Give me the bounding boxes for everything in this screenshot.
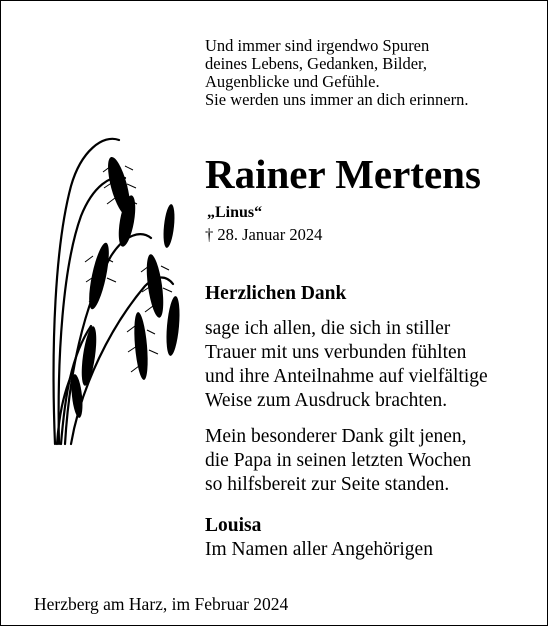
thanks-heading: Herzlichen Dank xyxy=(205,283,347,304)
text-line: die Papa in seinen letzten Wochen xyxy=(205,450,472,471)
grass-icon xyxy=(41,126,191,446)
signer-name: Louisa xyxy=(205,515,262,536)
deceased-nickname: „Linus“ xyxy=(207,204,263,221)
death-date: † 28. Januar 2024 xyxy=(205,225,323,244)
place-date: Herzberg am Harz, im Februar 2024 xyxy=(34,594,289,614)
text-line: Trauer mit uns verbunden fühlten xyxy=(205,342,467,363)
deceased-name: Rainer Mertens xyxy=(205,151,481,197)
thanks-paragraph-1 xyxy=(205,317,488,413)
poem-line: deines Lebens, Gedanken, Bilder, xyxy=(205,54,428,73)
text-line: Mein besonderer Dank gilt jenen, xyxy=(205,426,467,447)
text-line: so hilfsbereit zur Seite standen. xyxy=(205,474,450,495)
signer-subtitle: Im Namen aller Angehörigen xyxy=(205,539,433,560)
text-line: sage ich allen, die sich in stiller xyxy=(205,318,451,339)
thanks-paragraph-2 xyxy=(205,425,471,497)
poem-line: Sie werden uns immer an dich erinnern. xyxy=(205,90,469,109)
poem-line: Und immer sind irgendwo Spuren xyxy=(205,36,430,55)
text-line: Weise zum Ausdruck brachten. xyxy=(205,390,448,411)
poem-line: Augenblicke und Gefühle. xyxy=(205,72,380,91)
text-line: und ihre Anteilnahme auf vielfältige xyxy=(205,366,488,387)
poem xyxy=(205,37,468,109)
